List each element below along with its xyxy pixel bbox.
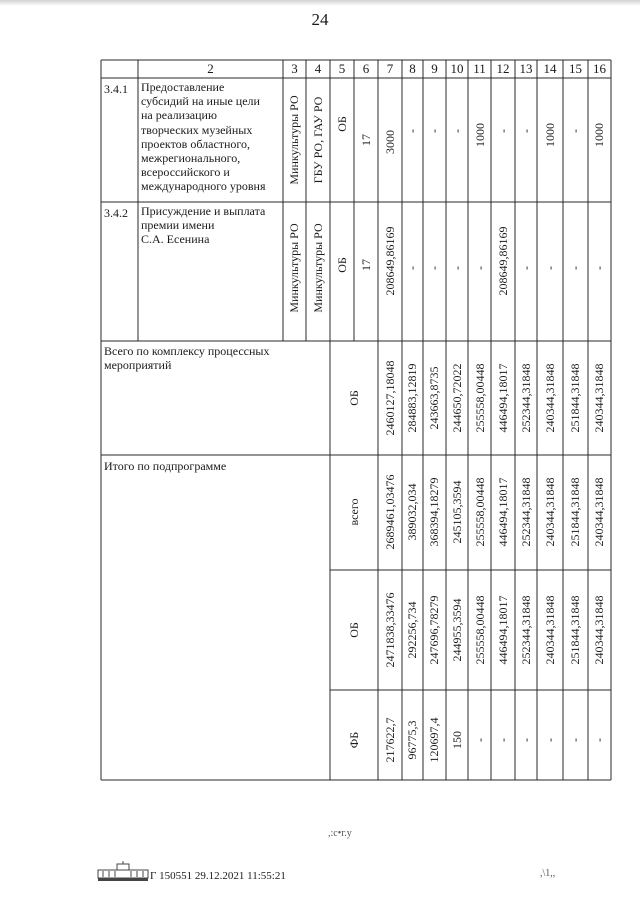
header-col-11: 11 xyxy=(473,61,486,76)
header-col-3: 3 xyxy=(291,61,298,76)
total-complex-val-8: 284883,12819 xyxy=(405,363,419,433)
subprogram-total-fb-val-9: 120697,4 xyxy=(427,717,441,763)
subprogram-total-ob-val-8: 292256,734 xyxy=(405,601,419,659)
subprogram-total-ob-val-16: 240344,31848 xyxy=(592,595,606,665)
row-3-4-1-val-16: 1000 xyxy=(592,123,606,147)
row-3-4-2-val-15: - xyxy=(568,266,582,270)
total-complex-val-9: 243663,8735 xyxy=(427,366,441,430)
row-3-4-2-val-8: - xyxy=(405,266,419,270)
subprogram-total-vsego-val-8: 389032,034 xyxy=(405,483,419,541)
subprogram-total-fb-val-11: - xyxy=(473,738,487,742)
row-3-4-1-name: Предоставление субсидий на иные цели на реализацию творческих музейных проектов областного, межрегионального, всероссийского и международного уровня xyxy=(141,80,266,194)
row-3-4-1-col5: ОБ xyxy=(335,116,349,132)
row-3-4-1-val-9: - xyxy=(427,129,441,133)
document-footer xyxy=(150,870,286,882)
row-3-4-1-val-8: - xyxy=(405,129,419,133)
subprogram-total-ob-val-15: 251844,31848 xyxy=(568,595,582,665)
handwritten-mark-2: ,\1,, xyxy=(540,868,556,879)
subprogram-total-name: Итого по подпрограмме xyxy=(104,459,227,473)
row-3-4-1-col4: ГБУ РО, ГАУ РО xyxy=(311,96,325,184)
footer-mark: Г xyxy=(150,870,157,882)
total-complex-val-11: 255558,00448 xyxy=(473,363,487,433)
total-complex-val-7: 2460127,18048 xyxy=(383,360,397,436)
row-3-4-2-col3: Минкультуры РО xyxy=(287,223,301,313)
subprogram-total-ob-val-11: 255558,00448 xyxy=(473,595,487,665)
header-col-7: 7 xyxy=(386,61,394,76)
header-col-9: 9 xyxy=(431,61,438,76)
row-3-4-1-col6: 17 xyxy=(359,134,373,146)
subprogram-total-fb-val-14: - xyxy=(543,738,557,742)
subprogram-total-fb-val-16: - xyxy=(592,738,606,742)
subprogram-total-fb-val-12: - xyxy=(496,738,510,742)
subprogram-total-vsego-val-14: 240344,31848 xyxy=(543,477,557,547)
header-col-5: 5 xyxy=(338,61,346,76)
handwritten-mark-1: ,:с•г.у xyxy=(328,828,352,839)
header-col-13: 13 xyxy=(519,61,533,76)
row-3-4-1-val-13: - xyxy=(519,129,533,133)
total-complex-source: ОБ xyxy=(347,390,361,406)
total-complex-val-10: 244650,72022 xyxy=(450,363,464,433)
row-3-4-2-name: Присуждение и выплата премии имени С.А. Есенина xyxy=(141,204,266,247)
row-3-4-1-code: 3.4.1 xyxy=(104,82,128,96)
row-3-4-2-val-13: - xyxy=(519,266,533,270)
row-3-4-2-val-7: 208649,86169 xyxy=(383,226,397,296)
row-3-4-2-val-12: 208649,86169 xyxy=(496,226,510,296)
subprogram-total-vsego-val-11: 255558,00448 xyxy=(473,477,487,547)
subprogram-total-ob-val-12: 446494,18017 xyxy=(496,595,510,665)
row-3-4-2-val-9: - xyxy=(427,266,441,270)
subprogram-total-vsego-val-13: 252344,31848 xyxy=(519,477,533,547)
subprogram-total-source-vsego: всего xyxy=(347,498,361,526)
row-3-4-1-val-7: 3000 xyxy=(383,130,397,154)
header-col-15: 15 xyxy=(569,61,582,76)
row-3-4-2-col5: ОБ xyxy=(335,257,349,273)
registry-logo xyxy=(97,861,149,881)
subprogram-total-vsego-val-10: 245105,3594 xyxy=(450,480,464,544)
subprogram-total-fb-val-10: 150 xyxy=(450,731,464,749)
subprogram-total-ob-val-13: 252344,31848 xyxy=(519,595,533,665)
row-3-4-1-val-15: - xyxy=(568,129,582,133)
row-3-4-1-val-10: - xyxy=(450,129,464,133)
row-3-4-2-code: 3.4.2 xyxy=(104,206,128,220)
subprogram-total-fb-val-15: - xyxy=(568,738,582,742)
total-complex-val-14: 240344,31848 xyxy=(543,363,557,433)
subprogram-total-source-ob: ОБ xyxy=(347,622,361,638)
subprogram-total-fb-val-7: 217622,7 xyxy=(383,717,397,763)
subprogram-total-ob-val-9: 247696,78279 xyxy=(427,595,441,665)
subprogram-total-vsego-val-16: 240344,31848 xyxy=(592,477,606,547)
header-col-10: 10 xyxy=(450,61,464,76)
subprogram-total-ob-val-7: 2471838,33476 xyxy=(383,592,397,668)
subprogram-total-fb-val-8: 96775,3 xyxy=(405,720,419,760)
total-complex-val-15: 251844,31848 xyxy=(568,363,582,433)
row-3-4-2-col6: 17 xyxy=(359,259,373,271)
header-col-6: 6 xyxy=(362,61,370,76)
subprogram-total-vsego-val-9: 368394,18279 xyxy=(427,477,441,547)
subprogram-total-vsego-val-7: 2689461,03476 xyxy=(383,474,397,550)
total-complex-name: Всего по комплексу процессных мероприятий xyxy=(104,344,270,373)
row-3-4-1-col3: Минкультуры РО xyxy=(287,95,301,185)
subprogram-total-fb-val-13: - xyxy=(519,738,533,742)
total-complex-val-13: 252344,31848 xyxy=(519,363,533,433)
subprogram-total-vsego-val-15: 251844,31848 xyxy=(568,477,582,547)
header-col-16: 16 xyxy=(593,61,606,76)
total-complex-val-16: 240344,31848 xyxy=(592,363,606,433)
total-complex-val-12: 446494,18017 xyxy=(496,363,510,433)
header-col-4: 4 xyxy=(314,61,322,76)
row-3-4-1-val-14: 1000 xyxy=(543,123,557,147)
subprogram-total-source-fb: ФБ xyxy=(347,731,361,749)
row-3-4-1-val-11: 1000 xyxy=(473,123,487,147)
subprogram-total-ob-val-10: 244955,3594 xyxy=(450,598,464,662)
header-col-14: 14 xyxy=(543,61,557,76)
header-col-2: 2 xyxy=(207,61,214,76)
row-3-4-1-val-12: - xyxy=(496,129,510,133)
subprogram-total-vsego-val-12: 446494,18017 xyxy=(496,477,510,547)
footer-registration: 150551 29.12.2021 11:55:21 xyxy=(159,870,286,882)
row-3-4-2-col4: Минкультуры РО xyxy=(311,223,325,313)
row-3-4-2-val-16: - xyxy=(592,266,606,270)
subprogram-total-ob-val-14: 240344,31848 xyxy=(543,595,557,665)
header-col-8: 8 xyxy=(409,61,416,76)
row-3-4-2-val-11: - xyxy=(473,266,487,270)
row-3-4-2-val-14: - xyxy=(543,266,557,270)
header-col-12: 12 xyxy=(496,61,510,76)
row-3-4-2-val-10: - xyxy=(450,266,464,270)
page-number: 24 xyxy=(311,10,329,29)
